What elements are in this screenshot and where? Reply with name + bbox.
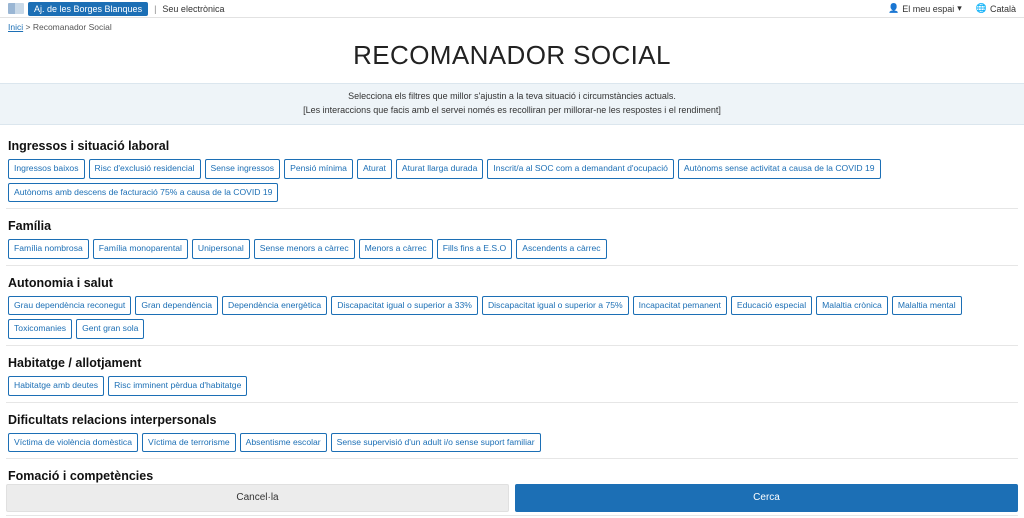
section-divider <box>6 402 1018 403</box>
info-line-1: Selecciona els filtres que millor s'ajustin a la teva situació i circumstàncies actuals. <box>348 91 676 101</box>
user-icon: 👤 <box>887 3 900 13</box>
section-divider <box>6 515 1018 516</box>
filter-chip[interactable]: Família nombrosa <box>8 239 89 259</box>
filter-chip[interactable]: Víctima de terrorisme <box>142 433 236 453</box>
language-label: Català <box>989 3 1016 14</box>
section-title: Fomació i competències <box>8 469 154 484</box>
filter-chip[interactable]: Educació especial <box>731 296 812 316</box>
filter-chip[interactable]: Fills fins a E.S.O <box>437 239 513 259</box>
footer-actions <box>0 484 1024 512</box>
filter-chip[interactable]: Ascendents a càrrec <box>516 239 606 259</box>
filter-chip[interactable]: Unipersonal <box>192 239 250 259</box>
breadcrumb-separator: > <box>25 22 31 32</box>
filter-chip[interactable]: Risc imminent pèrdua d'habitatge <box>108 376 247 396</box>
filter-chip[interactable]: Inscrit/a al SOC com a demandant d'ocupació <box>487 159 674 179</box>
filter-chip[interactable]: Gran dependència <box>135 296 218 316</box>
filter-chip[interactable]: Sense ingressos <box>205 159 281 179</box>
filter-chip[interactable]: Habitatge amb deutes <box>8 376 104 396</box>
section-autonomia-i-salut <box>6 268 1018 348</box>
chevron-down-icon: ▾ <box>957 3 962 13</box>
section-title: Autonomia i salut <box>8 275 113 290</box>
filter-chip[interactable]: Risc d'exclusió residencial <box>89 159 201 179</box>
filter-chip[interactable]: Autònoms sense activitat a causa de la COVID 19 <box>678 159 881 179</box>
chip-group <box>6 239 1018 259</box>
filter-chip[interactable]: Pensió mínima <box>284 159 353 179</box>
section-divider <box>6 265 1018 266</box>
filter-chip[interactable]: Malaltia mental <box>892 296 962 316</box>
breadcrumb <box>0 18 1024 34</box>
page-title: RECOMANADOR SOCIAL <box>353 40 671 70</box>
breadcrumb-home-link[interactable]: Inici <box>8 22 24 32</box>
entity-name: Aj. de les Borges Blanques <box>28 2 148 16</box>
section-title: Família <box>8 219 52 234</box>
institution-logo-icon <box>8 3 24 14</box>
filter-chip[interactable]: Menors a càrrec <box>359 239 433 259</box>
chip-group <box>6 376 1018 396</box>
filter-chip[interactable]: Ingressos baixos <box>8 159 85 179</box>
section-title: Ingressos i situació laboral <box>8 139 170 153</box>
globe-icon: 🌐 <box>975 3 987 13</box>
user-space-label: El meu espai <box>902 3 955 14</box>
section-habitatge-allotjament <box>6 348 1018 405</box>
section-divider <box>6 208 1018 209</box>
filter-chip[interactable]: Dependència energètica <box>222 296 327 316</box>
filter-chip[interactable]: Malaltia crònica <box>816 296 888 316</box>
filter-chip[interactable]: Sense supervisió d'un adult i/o sense suport familiar <box>331 433 541 453</box>
cancel-button[interactable]: Cancel·la <box>6 484 509 512</box>
filter-chip[interactable]: Grau dependència reconegut <box>8 296 131 316</box>
info-line-2: [Les interaccions que facis amb el servei només es recolliran per millorar-ne les respostes i el rendiment] <box>303 104 721 115</box>
chip-group <box>6 159 1018 202</box>
section-familia <box>6 211 1018 268</box>
filter-chip[interactable]: Toxicomanies <box>8 319 72 339</box>
language-selector[interactable] <box>976 4 1016 14</box>
filter-chip[interactable]: Aturat <box>357 159 392 179</box>
top-bar-right <box>888 4 1016 14</box>
section-title: Habitatge / allotjament <box>8 355 142 370</box>
section-title: Dificultats relacions interpersonals <box>8 412 217 427</box>
breadcrumb-current: Recomanador Social <box>32 22 112 32</box>
site-label: Seu electrònica <box>162 3 225 14</box>
filter-chip[interactable]: Gent gran sola <box>76 319 144 339</box>
filter-chip[interactable]: Incapacitat pemanent <box>633 296 727 316</box>
filter-sections <box>0 125 1024 518</box>
section-divider <box>6 345 1018 346</box>
info-band <box>0 83 1024 125</box>
chip-group <box>6 296 1018 339</box>
filter-chip[interactable]: Aturat llarga durada <box>396 159 483 179</box>
filter-chip[interactable]: Família monoparental <box>93 239 188 259</box>
filter-chip[interactable]: Sense menors a càrrec <box>254 239 355 259</box>
search-button[interactable]: Cerca <box>515 484 1018 512</box>
filter-chip[interactable]: Discapacitat igual o superior a 75% <box>482 296 629 316</box>
section-dificultats-relacions-interpersonals <box>6 405 1018 462</box>
filter-chip[interactable]: Autònoms amb descens de facturació 75% a causa de la COVID 19 <box>8 183 278 203</box>
section-divider <box>6 458 1018 459</box>
filter-chip[interactable]: Discapacitat igual o superior a 33% <box>331 296 478 316</box>
topbar-separator: | <box>154 3 157 14</box>
filter-chip[interactable]: Absentisme escolar <box>240 433 327 453</box>
section-ingressos-i-situacio-laboral <box>6 131 1018 211</box>
chip-group <box>6 433 1018 453</box>
user-space-menu[interactable] <box>888 4 962 14</box>
top-bar <box>0 0 1024 18</box>
filter-chip[interactable]: Víctima de violència domèstica <box>8 433 138 453</box>
